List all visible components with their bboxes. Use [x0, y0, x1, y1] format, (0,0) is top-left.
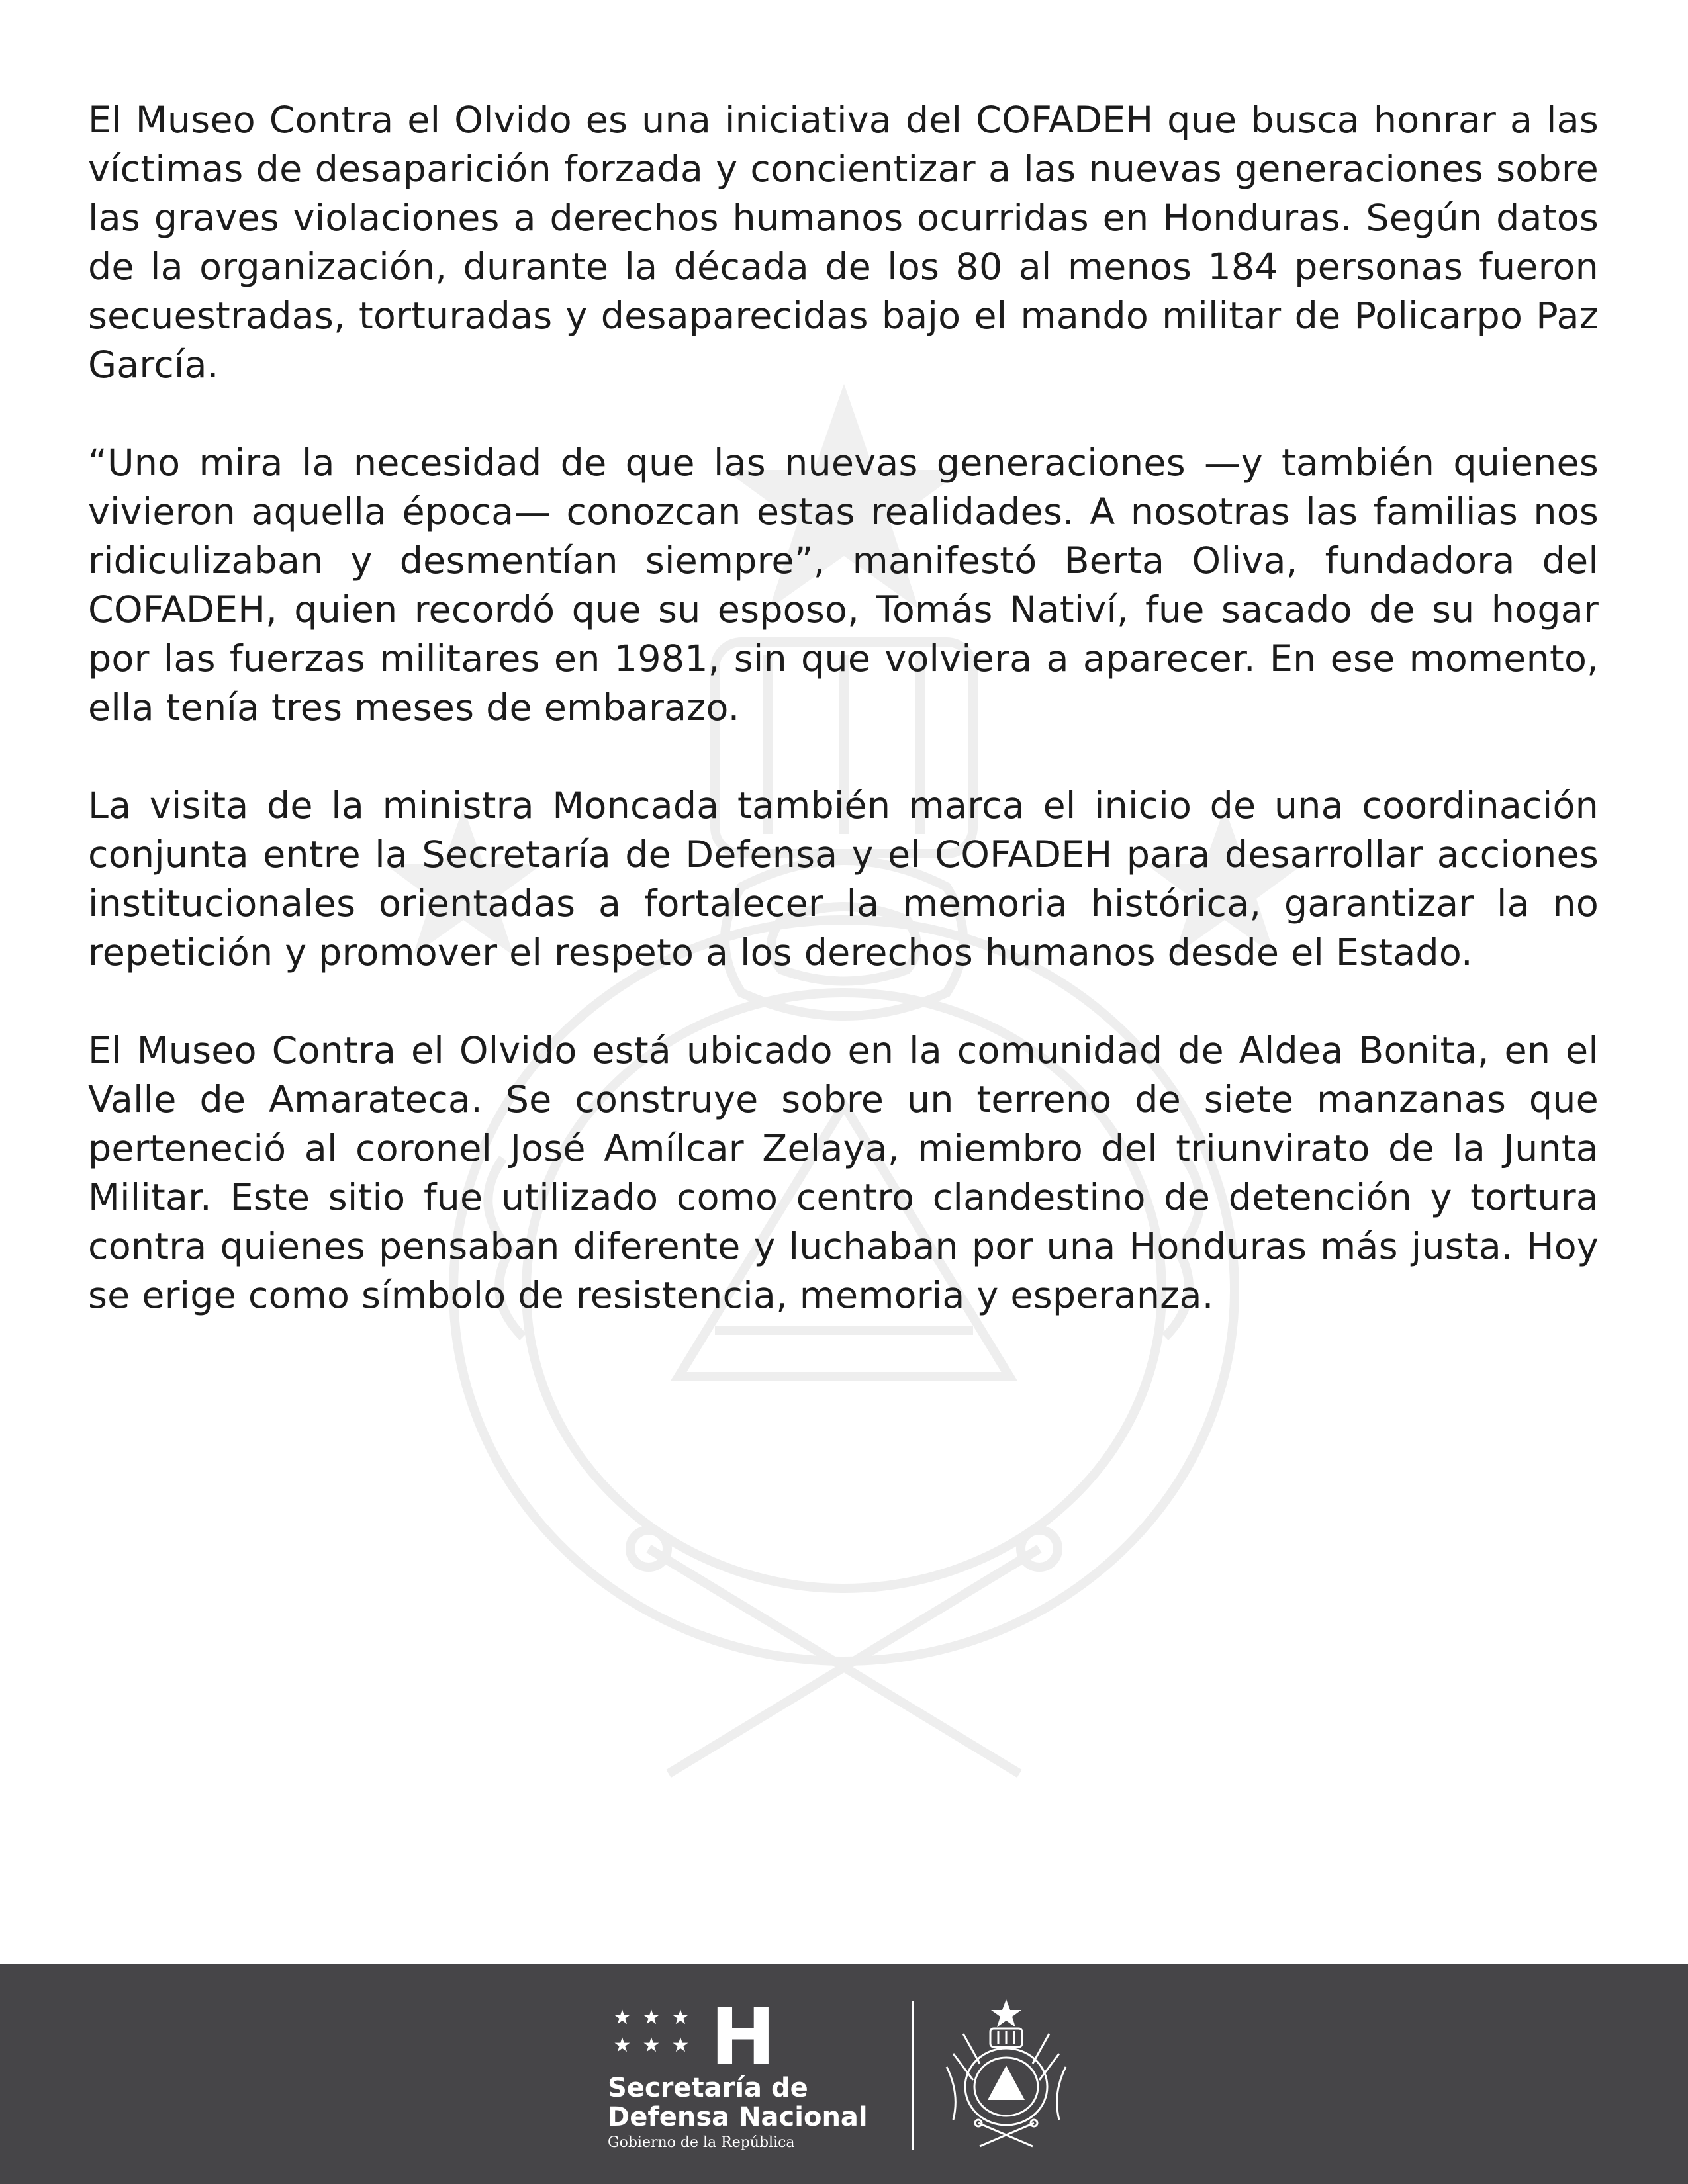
- paragraph-intro: El Museo Contra el Olvido es una iniciativa del COFADEH que busca honrar a las víctimas de desaparición forzada y concientizar a las nuevas generaciones sobre las graves violaciones a derechos humanos ocurridas en Honduras. Según datos de la organización, durante la década de los 80 al menos 184 personas fueron secuestradas, torturadas y desaparecidas bajo el mando militar de Policarpo Paz García.: [88, 99, 1599, 387]
- paragraph-quote: “Uno mira la necesidad de que las nuevas generaciones —y también quienes vivieron aquella época— conozcan estas realidades. A nosotras las familias nos ridiculizaban y desmentían siempre”, manifestó Berta Oliva, fundadora del COFADEH, quien recordó que su esposo, Tomás Nativí, fue sacado de su hogar por las fuerzas militares en 1981, sin que volviera a aparecer. En ese momento, ella tenía tres meses de embarazo.: [88, 441, 1599, 729]
- ministry-logo: [608, 1991, 906, 2151]
- article-body: [88, 96, 1599, 1369]
- five-stars-icon: ★ ★ ★ ★ ★ ★: [613, 2006, 690, 2057]
- footer-bar: [0, 1964, 1688, 2184]
- government-line: Gobierno de la República: [608, 2134, 795, 2151]
- coat-of-arms-icon: [927, 1994, 1086, 2153]
- paragraph-coordination: La visita de la ministra Moncada también marca el inicio de una coordinación conjunta entre la Secretaría de Defensa y el COFADEH para desarrollar acciones institucionales orientadas a fortalecer la memoria histórica, garantizar la no repetición y promover el respeto a los derechos humanos desde el Estado.: [88, 784, 1599, 974]
- paragraph-location: El Museo Contra el Olvido está ubicado en la comunidad de Aldea Bonita, en el Valle de Amarateca. Se construye sobre un terreno de siete manzanas que perteneció al coronel José Amílcar Zelaya, miembro del triunvirato de la Junta Militar. Este sitio fue utilizado como centro clandestino de detención y tortura contra quienes pensaban diferente y luchaban por una Honduras más justa. Hoy se erige como símbolo de resistencia, memoria y esperanza.: [88, 1029, 1599, 1317]
- logo-divider: [912, 2001, 914, 2150]
- logo-h-letter: H: [710, 1991, 776, 2082]
- org-name-line1: Secretaría de: [608, 2073, 808, 2103]
- org-name-line2: Defensa Nacional: [608, 2102, 868, 2132]
